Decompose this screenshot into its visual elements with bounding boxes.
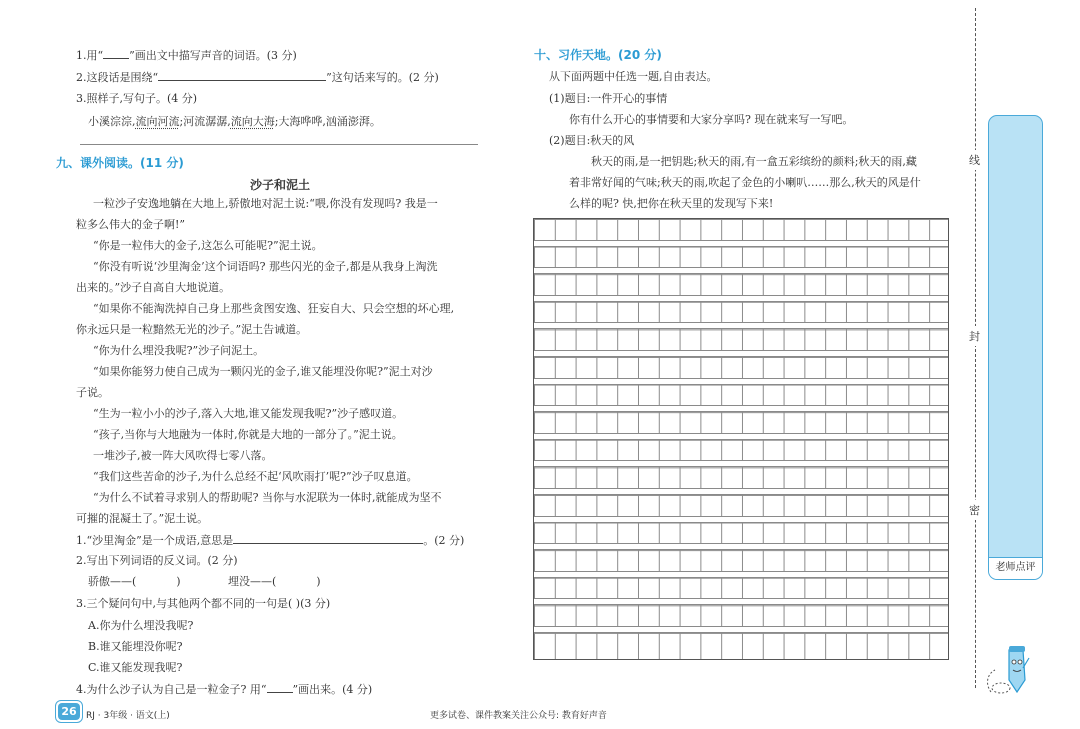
page-number: 26 <box>58 703 80 720</box>
paragraph-line: 一粒沙子安逸地躺在大地上,骄傲地对泥土说:“喂,你没有发现吗? 我是一 <box>93 197 438 210</box>
answer-blank[interactable] <box>267 682 293 693</box>
paragraph-line: “为什么不试着寻求别人的帮助呢? 当你与水泥联为一体时,就能成为坚不 <box>93 491 442 504</box>
grid-row-gap <box>534 488 948 495</box>
teacher-comment-label: 老师点评 <box>989 557 1042 579</box>
question-2: 2.这段话是围绕“ ”这句话来写的。(2 分) <box>76 71 439 84</box>
grid-row-gap <box>534 571 948 578</box>
paragraph-line: “如果你能努力使自己成为一颗闪光的金子,谁又能埋没你呢?”泥土对沙 <box>93 365 433 378</box>
question-1: 1.用“ ”画出文中描写声音的词语。(3 分) <box>76 49 297 62</box>
grid-row-gap <box>534 543 948 550</box>
grid-row-gap <box>534 295 948 302</box>
topic-2: (2)题目:秋天的风 <box>549 134 635 147</box>
section-10-title: 十、习作天地。(20 分) <box>534 48 662 62</box>
topic-2-line: 么样的呢? 快,把你在秋天里的发现写下来! <box>569 197 774 210</box>
grid-row-gap <box>534 460 948 467</box>
grid-row-gap <box>534 626 948 633</box>
paragraph-line: “如果你不能淘洗掉自己身上那些贪图安逸、狂妄自大、只会空想的坏心理, <box>93 302 455 315</box>
reading-question-3: 3.三个疑问句中,与其他两个都不同的一句是( )(3 分) <box>76 597 331 610</box>
reading-question-2: 2.写出下列词语的反义词。(2 分) <box>76 554 238 567</box>
footer-notice: 更多试卷、课件教案关注公众号: 教育好声音 <box>430 711 607 721</box>
book-info: RJ · 3年级 · 语文(上) <box>86 711 170 721</box>
grid-row-gap <box>534 267 948 274</box>
paragraph-line: 子说。 <box>76 386 109 399</box>
mascot-pencil-icon <box>983 640 1033 700</box>
paragraph-line: 一堆沙子,被一阵大风吹得七零八落。 <box>93 449 273 462</box>
paragraph-line: 可摧的混凝土了。”泥土说。 <box>76 512 209 525</box>
paragraph-line: 出来的。”沙子自高自大地说道。 <box>76 281 231 294</box>
topic-2-line: 秋天的雨,是一把钥匙;秋天的雨,有一盒五彩缤纷的颜料;秋天的雨,藏 <box>591 155 917 168</box>
grid-row-gap <box>534 516 948 523</box>
paragraph-line: “你没有听说‘沙里淘金’这个词语吗? 那些闪光的金子,都是从我身上淘洗 <box>93 260 438 273</box>
paragraph-line: “你为什么埋没我呢?”沙子问泥土。 <box>93 344 265 357</box>
paragraph-line: “我们这些苦命的沙子,为什么总经不起‘风吹雨打’呢?”沙子叹息道。 <box>93 470 418 483</box>
antonym-item-1: 骄傲——( ) <box>88 575 181 588</box>
antonym-item-2: 埋没——( ) <box>228 575 321 588</box>
article-title: 沙子和泥土 <box>250 178 311 192</box>
teacher-comment-box[interactable] <box>988 115 1043 580</box>
grid-row-gap <box>534 378 948 385</box>
binding-line <box>975 8 976 688</box>
answer-blank[interactable] <box>233 533 423 544</box>
topic-2-line: 着非常好闻的气味;秋天的雨,吹起了金色的小喇叭……那么,秋天的风是什 <box>569 176 921 189</box>
paragraph-line: 粒多么伟大的金子啊!” <box>76 218 186 231</box>
margin-char-secret: 密 <box>969 500 980 520</box>
grid-row-gap <box>534 350 948 357</box>
answer-blank[interactable] <box>103 48 129 59</box>
composition-grid[interactable] <box>533 218 949 660</box>
grid-row-gap <box>534 405 948 412</box>
reading-question-1: 1.“沙里淘金”是一个成语,意思是 。(2 分) <box>76 534 465 547</box>
paragraph-line: “孩子,当你与大地融为一体时,你就是大地的一部分了。”泥土说。 <box>93 428 403 441</box>
writing-intro: 从下面两题中任选一题,自由表达。 <box>549 70 718 83</box>
option-a: A.你为什么埋没我呢? <box>88 619 194 632</box>
grid-row-gap <box>534 322 948 329</box>
margin-char-line: 线 <box>969 150 980 170</box>
answer-blank[interactable] <box>158 70 326 81</box>
grid-row-gap <box>534 433 948 440</box>
paragraph-line: 你永远只是一粒黯然无光的沙子。”泥土告诫道。 <box>76 323 308 336</box>
option-c: C.谁又能发现我呢? <box>88 661 183 674</box>
grid-row-gap <box>534 598 948 605</box>
paragraph-line: “生为一粒小小的沙子,落入大地,谁又能发现我呢?”沙子感叹道。 <box>93 407 404 420</box>
example-sentence: 小溪淙淙,流向河流;河流潺潺,流向大海;大海哗哗,汹涌澎湃。 <box>88 115 381 128</box>
reading-question-4: 4.为什么沙子认为自己是一粒金子? 用“ ”画出来。(4 分) <box>76 683 373 696</box>
grid-row-gap <box>534 240 948 247</box>
question-3: 3.照样子,写句子。(4 分) <box>76 92 198 105</box>
option-b: B.谁又能埋没你呢? <box>88 640 183 653</box>
topic-1-description: 你有什么开心的事情要和大家分享吗? 现在就来写一写吧。 <box>569 113 854 126</box>
section-9-title: 九、课外阅读。(11 分) <box>56 156 184 170</box>
topic-1: (1)题目:一件开心的事情 <box>549 92 668 105</box>
paragraph-line: “你是一粒伟大的金子,这怎么可能呢?”泥土说。 <box>93 239 323 252</box>
margin-char-seal: 封 <box>969 326 980 346</box>
answer-line[interactable] <box>80 144 478 145</box>
